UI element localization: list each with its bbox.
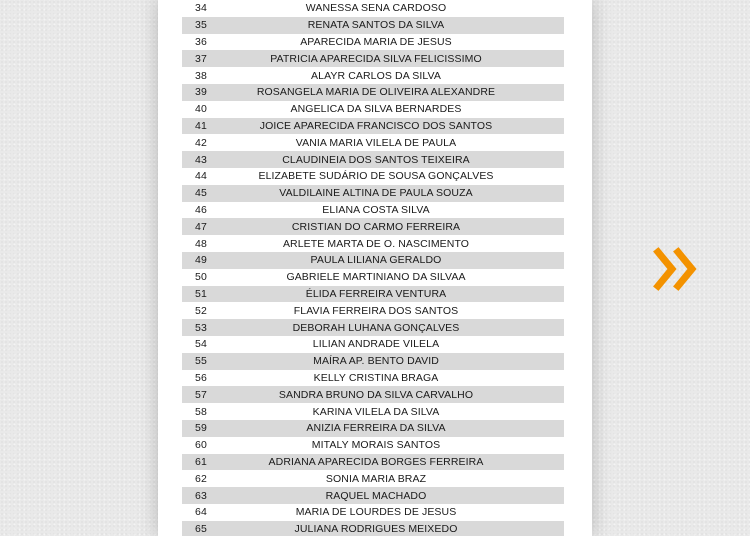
list-item-name: DEBORAH LUHANA GONÇALVES (292, 321, 460, 334)
list-item-name: ANGELICA DA SILVA BERNARDES (290, 103, 462, 116)
list-item (182, 0, 564, 17)
list-item (182, 504, 564, 521)
list-item (182, 353, 564, 370)
list-item (182, 470, 564, 487)
list-item-name: LILIAN ANDRADE VILELA (312, 338, 440, 351)
double-chevron-right-icon (652, 246, 702, 292)
list-item-name: ADRIANA APARECIDA BORGES FERREIRA (268, 455, 484, 468)
list-item-name: PATRICIA APARECIDA SILVA FELICISSIMO (270, 52, 482, 65)
list-item-number: 53 (195, 321, 207, 334)
list-item-number: 56 (195, 371, 207, 384)
list-item-number: 34 (195, 2, 207, 15)
list-item-number: 42 (195, 136, 207, 149)
name-list (182, 0, 564, 536)
list-item (182, 454, 564, 471)
list-item-number: 35 (195, 19, 207, 32)
list-item-name: KELLY CRISTINA BRAGA (313, 371, 439, 384)
list-item (182, 487, 564, 504)
list-item-name: ALAYR CARLOS DA SILVA (311, 69, 441, 82)
list-item-number: 51 (195, 287, 207, 300)
list-item-name: MITALY MORAIS SANTOS (311, 439, 441, 452)
list-item (182, 17, 564, 34)
list-item-name: MAÍRA AP. BENTO DAVID (313, 355, 439, 368)
list-item-name: SONIA MARIA BRAZ (325, 472, 427, 485)
list-item-name: ANIZIA FERREIRA DA SILVA (306, 422, 446, 435)
list-item-number: 58 (195, 405, 207, 418)
list-item-number: 57 (195, 388, 207, 401)
list-item-number: 60 (195, 439, 207, 452)
list-item (182, 235, 564, 252)
list-item-number: 39 (195, 86, 207, 99)
list-item-name: ARLETE MARTA DE O. NASCIMENTO (282, 237, 470, 250)
list-item-name: JOICE APARECIDA FRANCISCO DOS SANTOS (259, 119, 493, 132)
next-page-button[interactable] (652, 246, 702, 292)
list-item (182, 67, 564, 84)
list-item (182, 168, 564, 185)
list-item-name: WANESSA SENA CARDOSO (305, 2, 447, 15)
list-item-number: 37 (195, 52, 207, 65)
list-item-number: 45 (195, 187, 207, 200)
list-item-name: MARIA DE LOURDES DE JESUS (295, 506, 457, 519)
list-item-number: 41 (195, 119, 207, 132)
list-item (182, 521, 564, 536)
list-item-number: 44 (195, 170, 207, 183)
list-item (182, 420, 564, 437)
list-item-name: CRISTIAN DO CARMO FERREIRA (291, 220, 461, 233)
list-item-number: 52 (195, 304, 207, 317)
list-item-name: KARINA VILELA DA SILVA (312, 405, 440, 418)
list-item-name: VANIA MARIA VILELA DE PAULA (295, 136, 457, 149)
list-item-number: 59 (195, 422, 207, 435)
list-item-number: 63 (195, 489, 207, 502)
list-item (182, 50, 564, 67)
list-item (182, 84, 564, 101)
list-item (182, 202, 564, 219)
list-item-number: 36 (195, 35, 207, 48)
list-item (182, 101, 564, 118)
list-item (182, 336, 564, 353)
list-item-number: 62 (195, 472, 207, 485)
list-item-name: SANDRA BRUNO DA SILVA CARVALHO (278, 388, 474, 401)
list-item (182, 252, 564, 269)
list-item (182, 269, 564, 286)
list-item-number: 61 (195, 455, 207, 468)
list-item-number: 46 (195, 203, 207, 216)
list-item (182, 403, 564, 420)
list-item-number: 54 (195, 338, 207, 351)
list-item-name: CLAUDINEIA DOS SANTOS TEIXEIRA (282, 153, 470, 166)
list-item-number: 38 (195, 69, 207, 82)
list-item (182, 370, 564, 387)
list-item-number: 43 (195, 153, 207, 166)
list-item-name: RAQUEL MACHADO (325, 489, 427, 502)
list-item-name: ROSANGELA MARIA DE OLIVEIRA ALEXANDRE (256, 86, 496, 99)
list-item-name: ELIZABETE SUDÁRIO DE SOUSA GONÇALVES (258, 170, 494, 183)
list-item (182, 134, 564, 151)
list-item (182, 34, 564, 51)
list-item-name: VALDILAINE ALTINA DE PAULA SOUZA (279, 187, 473, 200)
list-item-name: PAULA LILIANA GERALDO (310, 254, 442, 267)
list-item-name: APARECIDA MARIA DE JESUS (300, 35, 452, 48)
list-item (182, 437, 564, 454)
list-item-number: 47 (195, 220, 207, 233)
list-item-number: 40 (195, 103, 207, 116)
list-item-number: 64 (195, 506, 207, 519)
list-item (182, 319, 564, 336)
list-item-name: JULIANA RODRIGUES MEIXEDO (294, 523, 458, 536)
list-item (182, 218, 564, 235)
list-item-name: ELIANA COSTA SILVA (322, 203, 430, 216)
list-item-name: RENATA SANTOS DA SILVA (307, 19, 445, 32)
list-item (182, 151, 564, 168)
document-page (158, 0, 592, 536)
list-item-name: ÉLIDA FERREIRA VENTURA (305, 287, 447, 300)
list-item (182, 185, 564, 202)
list-item-name: GABRIELE MARTINIANO DA SILVAA (286, 271, 466, 284)
list-item-name: FLAVIA FERREIRA DOS SANTOS (293, 304, 459, 317)
list-item-number: 55 (195, 355, 207, 368)
list-item (182, 118, 564, 135)
list-item-number: 49 (195, 254, 207, 267)
list-item-number: 50 (195, 271, 207, 284)
list-item (182, 302, 564, 319)
list-item-number: 48 (195, 237, 207, 250)
list-item-number: 65 (195, 523, 207, 536)
list-item (182, 286, 564, 303)
list-item (182, 386, 564, 403)
